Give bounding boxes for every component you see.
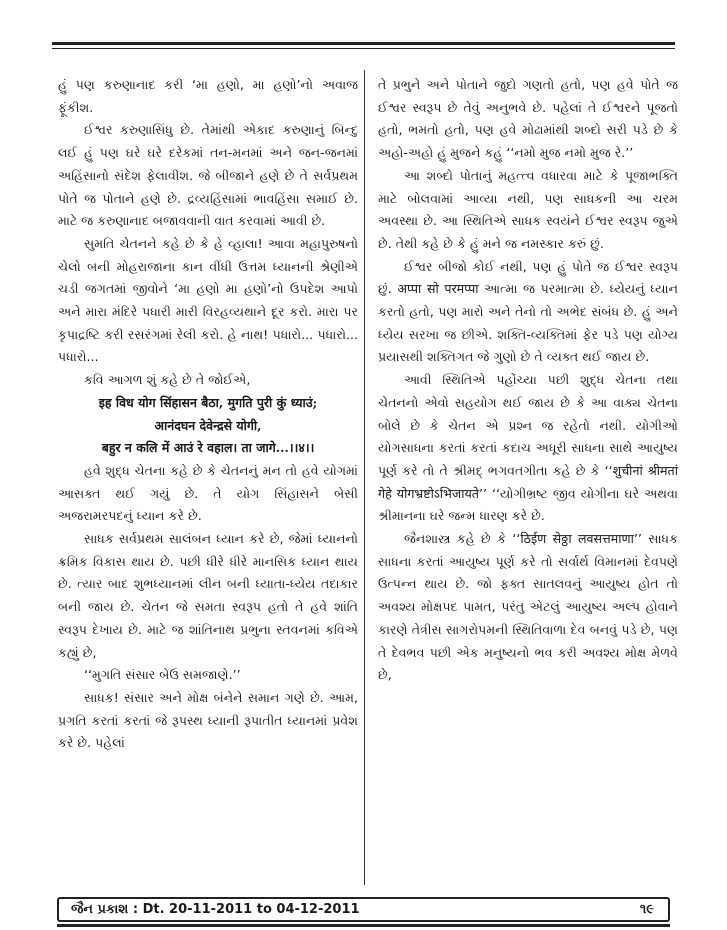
paragraph: સાધક! સંસાર અને મોક્ષ બંનેને સમાન ગણે છે. આમ, પ્રગતિ કરતાં કરતાં જે રૂપસ્થ ધ્યાની રૂપાતીત ધ્યાનમાં પ્રવેશ કરે છે. પહેલાં bbox=[58, 689, 358, 751]
paragraph: સુમતિ ચેતનને કહે છે કે હે વ્હાલા! આવા મહાપુરુષનો ચેલો બની મોહરાજાના કાન વીંધી ઉત્તમ ધ્યાનની શ્રેણીએ ચડી જગતમાં જીવોને ‘મા હણો મા હણો’નો ઉપદેશ આપો અને મારા મંદિરે પધારી મારી વિરહવ્યથાને દૂર કરો. મારા પર કૃપાદ્રષ્ટિ કરી રસરંગમાં રેલી કરો. હે નાથ! પધારો... પધારો... પધારો... bbox=[58, 235, 358, 365]
paragraph: સાધક સર્વપ્રથમ સાલંબન ધ્યાન કરે છે, જેમાં ધ્યાનનો ક્રમિક વિકાસ થાય છે. પછી ધીરે ધીરે માનસિક ધ્યાન થાય છે. ત્યાર બાદ શુભધ્યાનમાં લીન બની ધ્યાતા-ધ્યેય તદાકાર બની જાય છે. ચેતન જે સમતા સ્વરૂપ હતો તે હવે શાંતિ સ્વરૂપ દેખાય છે. માટે જ શાંતિનાથ પ્રભુના સ્તવનમાં કવિએ કહ્યું છે, bbox=[58, 531, 358, 660]
page-number: ૧૯ bbox=[639, 902, 654, 917]
paragraph: ઈશ્વર કરુણાસિંધુ છે. તેમાંથી એકાદ કરુણાનું બિન્દુ લઈ હું પણ ઘરે ઘરે દરેકમાં તન-મનમાં અને જન-જનમાં અહિંસાનો સંદેશ ફેલાવીશ. જે બીજાને હણે છે તે સર્વપ્રથમ પોતે જ પોતાને હણે છે. દ્રવ્યહિંસામાં ભાવહિંસા સમાઈ છે. માટે જ કરુણાનાદ બજાવવાની વાત કરવામાં આવી છે. bbox=[58, 122, 358, 229]
paragraph: કવિ આગળ શું કહે છે તે જોઈએ, bbox=[84, 372, 251, 388]
header-rule-thick bbox=[52, 42, 675, 45]
paragraph: આ શબ્દો પોતાનું મહત્ત્વ વધારવા માટે કે પૂજાભક્તિ માટે બોલવામાં આવ્યા નથી, પણ સાધકની આ ચરમ અવસ્થા છે. આ સ્થિતિએ સાધક સ્વયંને ઈશ્વર સ્વરૂપ જુએ છે. તેથી કહે છે કે હું મને જ નમસ્કાર કરું છું. bbox=[378, 167, 678, 251]
verse-line: इह विध योग सिंहासन बैठा, मुगति पुरी कुं ध्याउं; bbox=[98, 394, 318, 410]
paragraph: આવી સ્થિતિએ પહોંચ્યા પછી શુદ્ધ ચેતના તથા ચેતનનો એવો સહયોગ થઈ જાય છે કે આ વાક્ય ચેતના બોલે છે કે ચેતન એ પ્રશ્ન જ રહેતો નથી. યોગીઓ યોગસાધના કરતાં કરતાં કદાચ અધૂરી સાધના સાથે આયુષ્ય પૂર્ણ કરે તો તે શ્રીમદ્ ભગવતગીતા કહે છે કે ‘‘शुचीनां श्रीमतां गेहे योगभ्रष्टोऽभिजायते’’ ‘‘યોગીભ્રષ્ટ જીવ યોગીના ઘરે અથવા શ્રીમાનના ઘરે જન્મ ધારણ કરે છે. bbox=[378, 372, 678, 524]
footer-rule bbox=[57, 924, 670, 927]
paragraph: તે પ્રભુને અને પોતાને જુદો ગણતો હતો, પણ હવે પોતે જ ઈશ્વર સ્વરૂપ છે તેવું અનુભવે છે. પહેલાં તે ઈશ્વરને પૂજતો હતો, ભમતો હતો, પણ હવે મોઢામાંથી શબ્દો સરી પડે છે કે અહો-અહો હું મુજને કહું ‘‘નમો મુજ નમો મુજ રે.’’ bbox=[378, 77, 678, 161]
quote-line: ‘‘મુગતિ સંસાર બેઉ સમજાણે.’’ bbox=[84, 667, 241, 683]
column-divider bbox=[364, 70, 365, 885]
header-rule-thin bbox=[52, 48, 675, 49]
right-column bbox=[378, 74, 678, 687]
paragraph: ઈશ્વર બીજો કોઈ નથી, પણ હું પોતે જ ઈશ્વર સ્વરૂપ છું. अप्पा सो परमप्पा આત્મા જ પરમાત્મા છે. ધ્યેયનું ધ્યાન કરતો હતો, પણ મારો અને તેનો તો અભેદ સંબંધ છે. હું અને ધ્યેય સરખા જ છીએ. શક્તિ-વ્યક્તિમાં ફેર પડે પણ યોગ્ય પ્રયાસથી શક્તિગત જે ગુણો છે તે વ્યક્ત થઈ જાય છે. bbox=[378, 258, 678, 365]
publication-name: જૈન પ્રકાશ : Dt. 20-11-2011 to 04-12-2011 bbox=[71, 902, 360, 917]
paragraph: જૈનશાસ્ત્ર કહે છે કે ‘‘ठिईण सेठ्ठा लवसत्तमाणा’’ સાધક સાધના કરતાં આયુષ્ય પૂર્ણ કરે તો સર્વાર્થ વિમાનમાં દેવપણે ઉત્પન્ન થાય છે. જો ફક્ત સાતલવનું આયુષ્ય હોત તો અવશ્ય મોક્ષપદ પામત, પરંતુ એટલું આયુષ્ય અલ્પ હોવાને કારણે તેત્રીસ સાગરોપમની સ્થિતિવાળા દેવ બનવું પડે છે, પણ તે દેવભવ પછી એક મનુષ્યનો ભવ કરી અવશ્ય મોક્ષ મેળવે છે, bbox=[378, 531, 678, 683]
verse-line: बहुर न कलि में आउं रे वहाल। ता जागे...।।४।। bbox=[101, 440, 315, 456]
footer bbox=[57, 897, 670, 922]
paragraph: હવે શુદ્ધ ચેતના કહે છે કે ચેતનનું મન તો હવે યોગમાં આસક્ત થઈ ગયું છે. તે યોગ સિંહાસને બેસી અજરામરપદનું ધ્યાન કરે છે. bbox=[58, 462, 358, 524]
left-column bbox=[58, 74, 358, 755]
verse-line: आनंदघन देवेन्द्रसे योगी, bbox=[154, 417, 262, 433]
paragraph: હું પણ કરુણાનાદ કરી ‘મા હણો, મા હણો’નો અવાજ ફૂંકીશ. bbox=[58, 77, 358, 115]
